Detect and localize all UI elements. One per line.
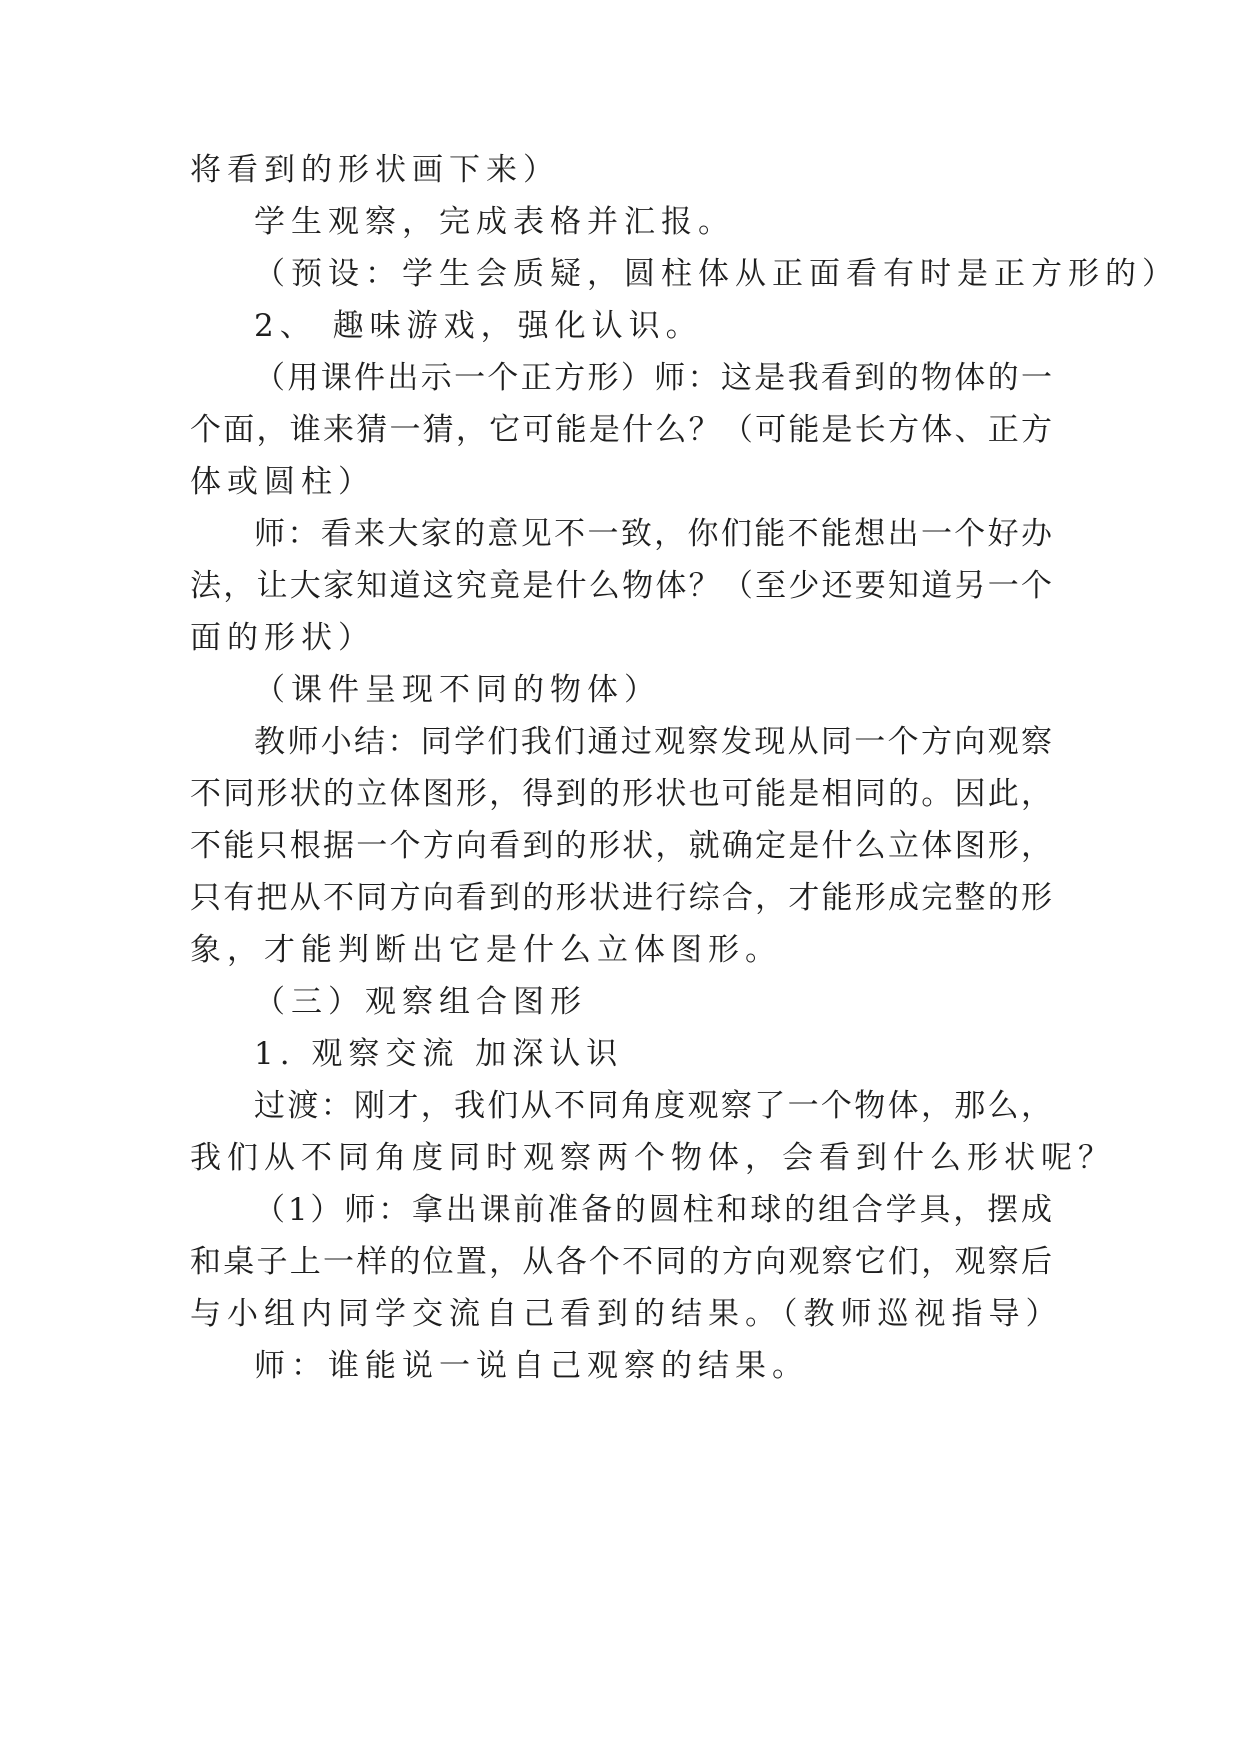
text-line: 与小组内同学交流自己看到的结果。（教师巡视指导） bbox=[190, 1296, 1063, 1332]
text-line: 过渡：刚才，我们从不同角度观察了一个物体，那么， bbox=[254, 1088, 1052, 1124]
text-line: 面的形状） bbox=[190, 620, 375, 656]
text-line: 师：谁能说一说自己观察的结果。 bbox=[254, 1348, 809, 1384]
text-line: 师：看来大家的意见不一致，你们能不能想出一个好办 bbox=[254, 516, 1052, 552]
text-line: 体或圆柱） bbox=[190, 464, 375, 500]
text-line: 象，才能判断出它是什么立体图形。 bbox=[190, 932, 782, 968]
section-heading: （三）观察组合图形 bbox=[254, 984, 587, 1020]
text-line: 不同形状的立体图形，得到的形状也可能是相同的。因此， bbox=[190, 776, 1052, 812]
subsection-heading: 1. 观察交流 加深认识 bbox=[254, 1036, 624, 1072]
text-line: （1）师：拿出课前准备的圆柱和球的组合学具，摆成 bbox=[254, 1192, 1052, 1228]
text-line: 只有把从不同方向看到的形状进行综合，才能形成完整的形 bbox=[190, 880, 1052, 916]
text-line: 个面，谁来猜一猜，它可能是什么？（可能是长方体、正方 bbox=[190, 412, 1052, 448]
text-line: 我们从不同角度同时观察两个物体，会看到什么形状呢？ bbox=[190, 1140, 1115, 1176]
text-line: 不能只根据一个方向看到的形状，就确定是什么立体图形， bbox=[190, 828, 1052, 864]
text-line: （用课件出示一个正方形）师：这是我看到的物体的一 bbox=[254, 360, 1052, 396]
text-line: 教师小结：同学们我们通过观察发现从同一个方向观察 bbox=[254, 724, 1052, 760]
text-line: 法，让大家知道这究竟是什么物体？（至少还要知道另一个 bbox=[190, 568, 1052, 604]
text-line: 将看到的形状画下来） bbox=[190, 152, 560, 188]
text-line: （课件呈现不同的物体） bbox=[254, 672, 661, 708]
text-line: 和桌子上一样的位置，从各个不同的方向观察它们，观察后 bbox=[190, 1244, 1052, 1280]
text-line: 2、 趣味游戏，强化认识。 bbox=[254, 308, 703, 344]
text-line: （预设：学生会质疑，圆柱体从正面看有时是正方形的） bbox=[254, 256, 1179, 292]
text-line: 学生观察，完成表格并汇报。 bbox=[254, 204, 735, 240]
